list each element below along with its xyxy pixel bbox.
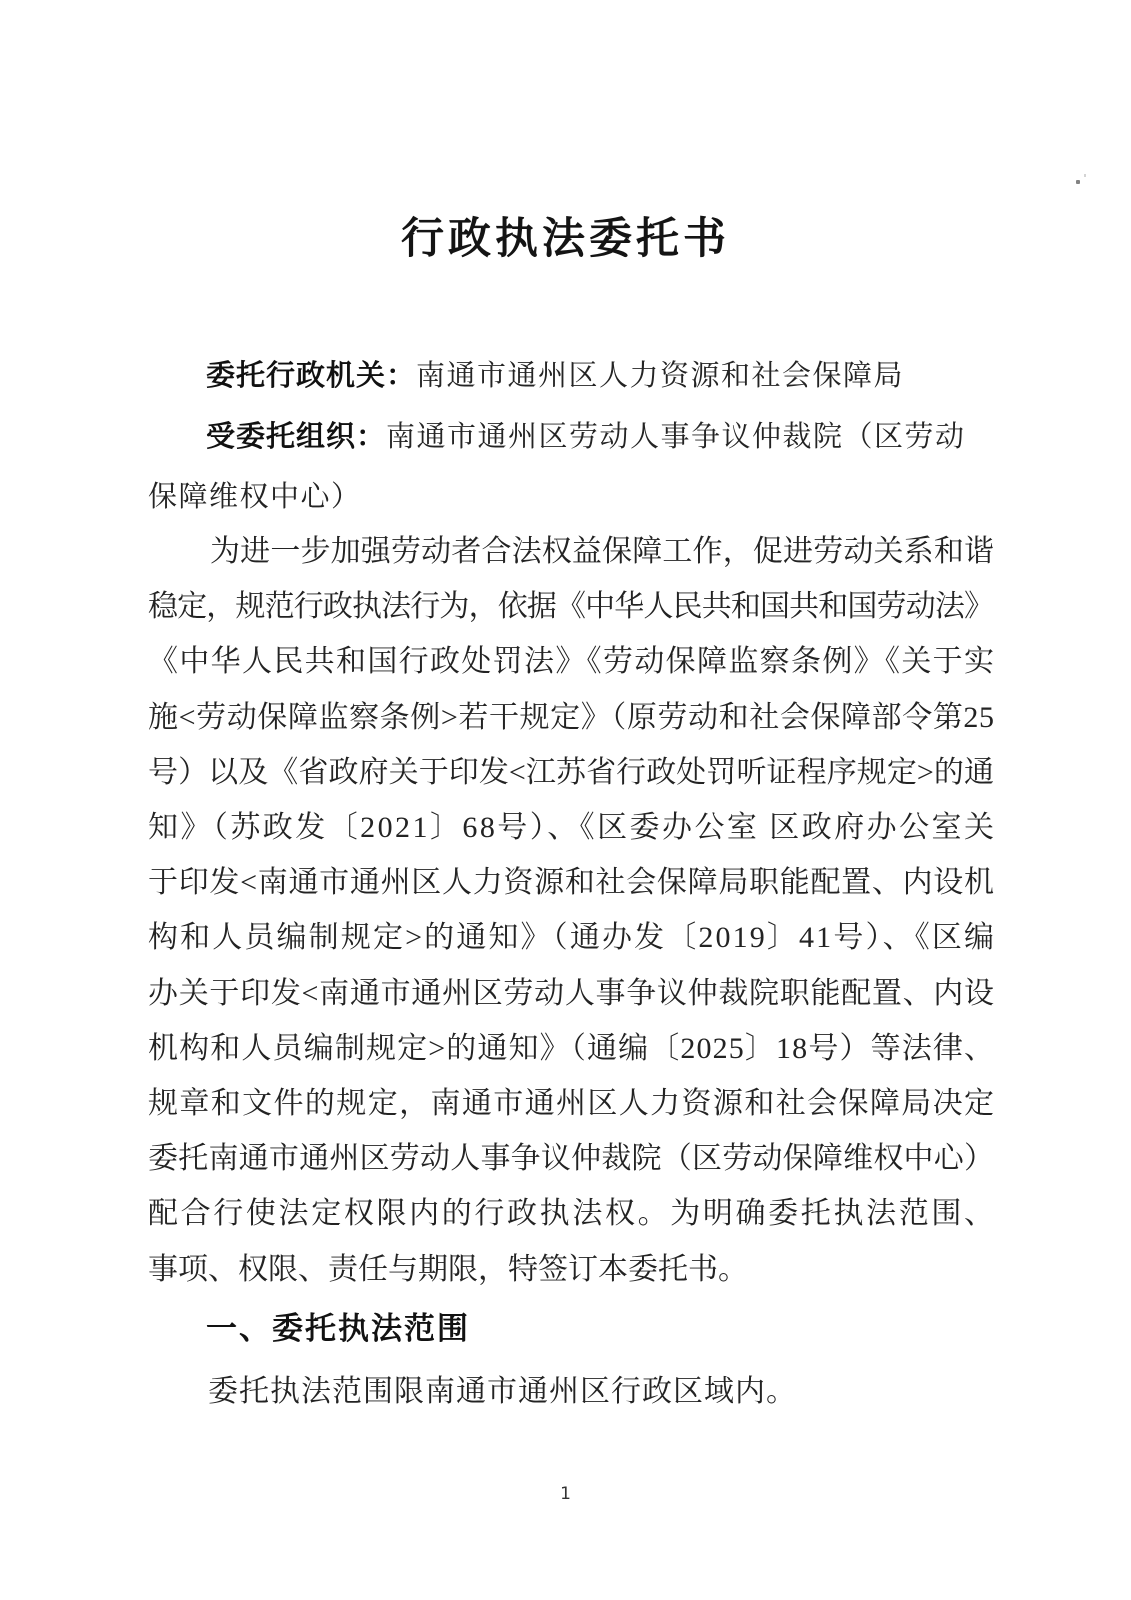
body-line: 委托南通市通州区劳动人事争议仲裁院（区劳动保障维权中心） — [148, 1142, 995, 1176]
body-line: 机构和人员编制规定>的通知》（通编〔2025〕18号）等法律、 — [148, 1031, 996, 1065]
body-line: 稳定，规范行政执法行为，依据《中华人民共和国共和国劳动法》 — [148, 590, 994, 624]
page-number: 1 — [560, 1484, 571, 1504]
body-line: 《中华人民共和国行政处罚法》《劳动保障监察条例》《关于实 — [148, 645, 996, 679]
scan-speckle-artifact — [1076, 180, 1080, 184]
body-line: 规章和文件的规定，南通市通州区人力资源和社会保障局决定 — [148, 1087, 996, 1121]
body-line: 事项、权限、责任与期限，特签订本委托书。 — [148, 1252, 748, 1286]
field-value-entrusting-authority: 南通市通州区人力资源和社会保障局 — [416, 360, 905, 392]
field-label-entrusting-authority: 委托行政机关： — [206, 358, 417, 392]
field-value-entrusted-organization-continuation: 保障维权中心） — [148, 481, 362, 513]
scan-speckle-artifact-secondary — [1084, 174, 1086, 177]
page-title: 行政执法委托书 — [401, 214, 730, 264]
body-line: 知》（苏政发〔2021〕68号）、《区委办公室 区政府办公室关 — [148, 811, 997, 845]
field-value-entrusted-organization: 南通市通州区劳动人事争议仲裁院（区劳动 — [386, 421, 966, 453]
body-line: 构和人员编制规定>的通知》（通办发〔2019〕41号）、《区编 — [148, 921, 997, 955]
body-line: 为进一步加强劳动者合法权益保障工作，促进劳动关系和谐 — [210, 535, 995, 568]
body-line: 施<劳动保障监察条例>若干规定》（原劳动和社会保障部令第25 — [148, 700, 995, 734]
body-line: 配合行使法定权限内的行政执法权。为明确委托执法范围、 — [148, 1197, 997, 1231]
body-paragraph — [148, 524, 997, 1297]
field-row-entrusted-organization — [148, 406, 991, 467]
body-line: 办关于印发<南通市通州区劳动人事争议仲裁院职能配置、内设 — [148, 976, 995, 1010]
section-content-scope: 委托执法范围限南通市通州区行政区域内。 — [208, 1375, 797, 1408]
field-label-entrusted-organization: 受委托组织： — [206, 419, 387, 453]
field-block — [148, 345, 991, 527]
body-line: 于印发<南通市通州区人力资源和社会保障局职能配置、内设机 — [148, 866, 995, 900]
section-heading-scope: 一、委托执法范围 — [206, 1311, 470, 1347]
body-line: 号）以及《省政府关于印发<江苏省行政处罚听证程序规定>的通 — [148, 755, 995, 789]
field-row-entrusting-authority — [148, 345, 991, 406]
